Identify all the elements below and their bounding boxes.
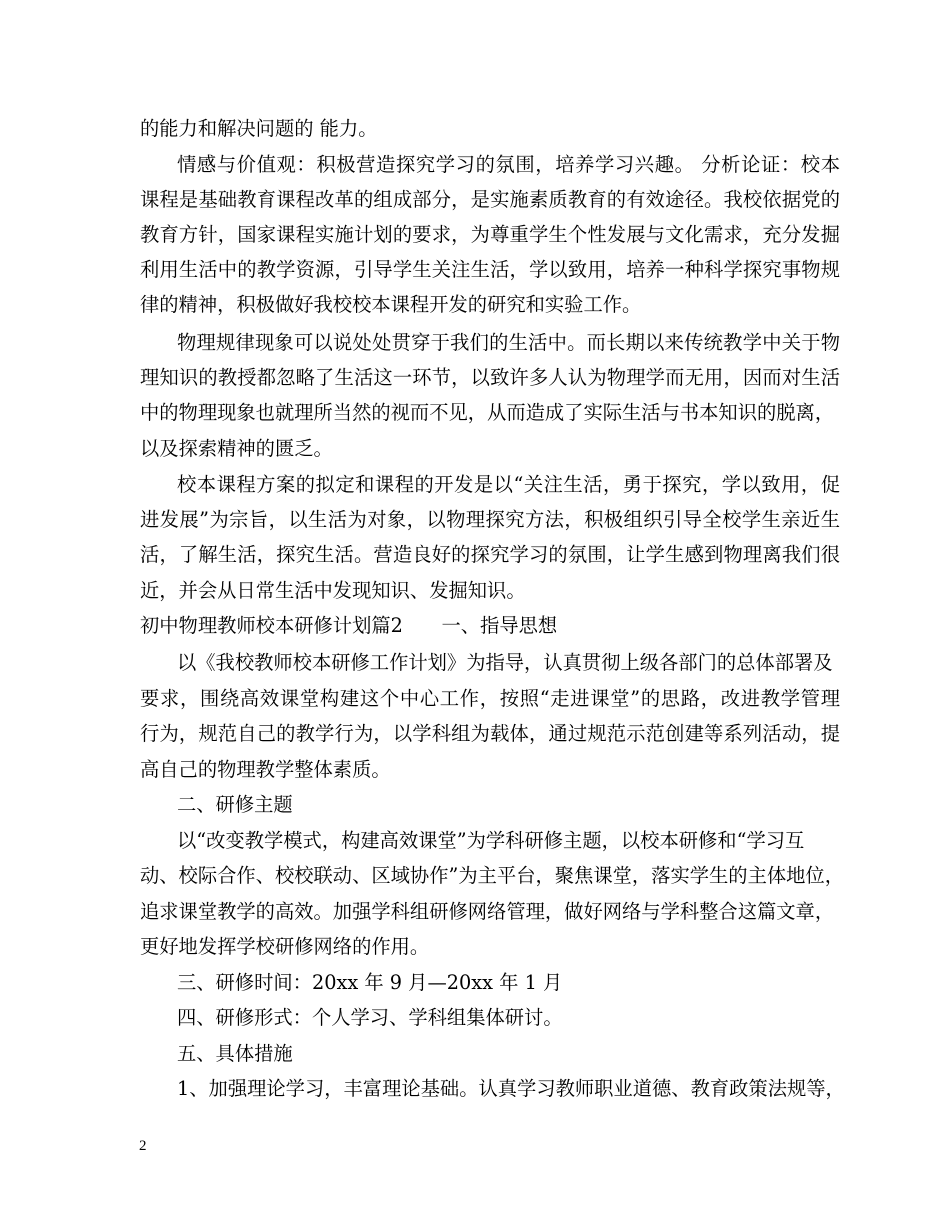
text-line: 四、研修形式：个人学习、学科组集体研讨。 [177,1006,563,1029]
text-line: 以及探索精神的匮乏。 [140,437,333,460]
text-line: 校本课程方案的拟定和课程的开发是以“关注生活，勇于探究，学以致用，促 [177,473,840,496]
text-line: 的能力和解决问题的 能力。 [140,117,378,140]
text-line: 中的物理现象也就理所当然的视而不见，从而造成了实际生活与书本知识的脱离， [140,401,835,424]
section-heading: 五、具体措施 [177,1042,293,1065]
text-line: 以《我校教师校本研修工作计划》为指导，认真贯彻上级各部门的总体部署及 [177,651,833,674]
text-line: 课程是基础教育课程改革的组成部分，是实施素质教育的有效途径。我校依据党的 [140,188,840,211]
text-line: 要求，围绕高效课堂构建这个中心工作，按照“走进课堂”的思路，改进教学管理 [140,687,840,710]
page-number: 2 [139,1138,147,1154]
text-line: 追求课堂教学的高效。加强学科组研修网络管理，做好网络与学科整合这篇文章， [140,900,835,923]
text-line: 高自己的物理教学整体素质。 [140,758,391,781]
text-line: 1、加强理论学习，丰富理论基础。认真学习教师职业道德、教育政策法规等， [177,1077,845,1100]
text-line: 活，了解生活，探究生活。营造良好的探究学习的氛围，让学生感到物理离我们很 [140,543,840,566]
text-line: 理知识的教授都忽略了生活这一环节，以致许多人认为物理学而无用，因而对生活 [140,366,840,389]
text-line: 以“改变教学模式，构建高效课堂”为学科研修主题，以校本研修和“学习互 [177,829,805,852]
text-line: 进发展”为宗旨，以生活为对象，以物理探究方法，积极组织引导全校学生亲近生 [140,508,840,531]
section-heading: 初中物理教师校本研修计划篇2 一、指导思想 [140,614,558,637]
text-line: 律的精神，积极做好我校校本课程开发的研究和实验工作。 [140,293,642,316]
text-line: 更好地发挥学校研修网络的作用。 [140,935,430,958]
text-line: 利用生活中的教学资源，引导学生关注生活，学以致用，培养一种科学探究事物规 [140,258,840,281]
text-line: 情感与价值观：积极营造探究学习的氛围，培养学习兴趣。 分析论证：校本 [177,153,840,176]
text-line: 近，并会从日常生活中发现知识、发掘知识。 [140,579,526,602]
text-line: 物理规律现象可以说处处贯穿于我们的生活中。而长期以来传统教学中关于物 [177,331,840,354]
text-line: 三、研修时间：20xx 年 9 月—20xx 年 1 月 [177,971,563,994]
text-line: 动、校际合作、校校联动、区域协作”为主平台，聚焦课堂，落实学生的主体地位， [140,864,844,887]
section-heading: 二、研修主题 [177,793,293,816]
text-line: 行为，规范自己的教学行为，以学科组为载体，通过规范示范创建等系列活动，提 [140,722,840,745]
text-line: 教育方针，国家课程实施计划的要求，为尊重学生个性发展与文化需求，充分发掘 [140,223,840,246]
